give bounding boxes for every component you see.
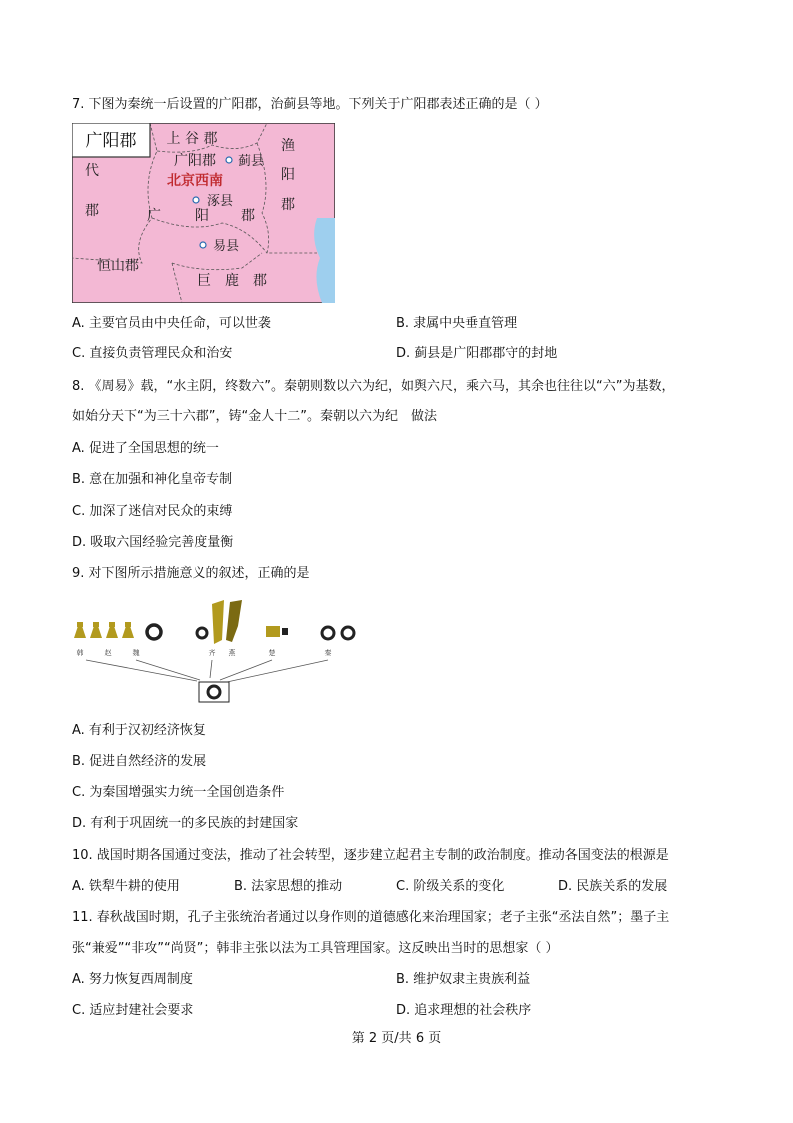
q7-option-b[interactable]: B. 隶属中央垂直管理 — [396, 316, 518, 331]
q7-option-d[interactable]: D. 蓟县是广阳郡郡守的封地 — [396, 346, 558, 361]
q10-option-a[interactable]: A. 铁犁牛耕的使用 — [72, 879, 180, 894]
coin-label-qi: 齐 — [208, 649, 216, 657]
coin-label-wei: 魏 — [132, 649, 140, 657]
yixian-marker — [200, 242, 206, 248]
round-coin-qin-2 — [342, 627, 354, 639]
q8-option-a[interactable]: A. 促进了全国思想的统一 — [72, 441, 219, 456]
label-hengshan: 恒山郡 — [97, 258, 139, 274]
label-zhuoxian: 涿县 — [206, 194, 234, 209]
q10-option-d[interactable]: D. 民族关系的发展 — [558, 879, 668, 894]
q11-stem-line1: 11. 春秋战国时期，孔子主张统治者通过以身作则的道德感化来治理国家；老子主张“丞法自然”；墨子主 — [72, 910, 670, 925]
q11-option-c[interactable]: C. 适应封建社会要求 — [72, 1003, 194, 1018]
label-jun-mid: 郡 — [241, 208, 255, 224]
coins-illustration — [72, 596, 362, 706]
q8-option-d[interactable]: D. 吸取六国经验完善度量衡 — [72, 535, 234, 550]
label-yang2: 阳 — [195, 208, 209, 224]
coin-label-zhao: 赵 — [104, 649, 112, 657]
q8-stem-line1: 8. 《周易》载，“水主阴，终数六”。秦朝则数以六为纪，如舆六尺，乘六马，其余也往往以“六”为基数， — [72, 379, 675, 394]
q9-option-a[interactable]: A. 有利于汉初经济恢复 — [72, 723, 206, 738]
q7-stem: 7. 下图为秦统一后设置的广阳郡，治蓟县等地。下列关于广阳郡表述正确的是（ ） — [72, 97, 548, 112]
guangyang-map — [72, 123, 335, 303]
q8-option-c[interactable]: C. 加深了迷信对民众的束缚 — [72, 504, 233, 519]
q9-stem: 9. 对下图所示措施意义的叙述，正确的是 — [72, 566, 310, 581]
label-jun-right: 郡 — [281, 197, 295, 213]
label-yang: 阳 — [281, 167, 295, 183]
q9-option-d[interactable]: D. 有利于巩固统一的多民族的封建国家 — [72, 816, 299, 831]
label-yixian: 易县 — [212, 239, 240, 254]
q9-option-c[interactable]: C. 为秦国增强实力统一全国创造条件 — [72, 785, 285, 800]
q11-option-a[interactable]: A. 努力恢复西周制度 — [72, 972, 193, 987]
label-jun-left: 郡 — [85, 203, 99, 219]
label-guang: 广 — [147, 208, 161, 224]
q7-option-a[interactable]: A. 主要官员由中央任命，可以世袭 — [72, 316, 271, 331]
ant-nose-coin — [266, 626, 280, 637]
q8-stem-line2: 如始分天下“为三十六郡”，铸“金人十二”。秦朝以六为纪 做法 — [72, 409, 437, 424]
label-guangyang-jun: 广阳郡 — [174, 153, 216, 169]
coin-label-qin: 秦 — [324, 649, 332, 657]
zhuoxian-marker — [193, 197, 199, 203]
q8-option-b[interactable]: B. 意在加强和神化皇帝专制 — [72, 472, 233, 487]
coin-label-han: 韩 — [76, 649, 84, 657]
q7-option-c[interactable]: C. 直接负责管理民众和治安 — [72, 346, 233, 361]
spade-coins — [74, 622, 134, 638]
q11-stem-line2: 张“兼爱”“非攻”“尚贤”；韩非主张以法为工具管理国家。这反映出当时的思想家（ ） — [72, 941, 559, 956]
label-yu: 渔 — [281, 138, 295, 154]
label-dai: 代 — [85, 163, 99, 179]
label-shanggu: 上 谷 郡 — [166, 131, 218, 147]
label-julu: 巨 鹿 郡 — [197, 273, 267, 289]
round-coin-qi — [197, 628, 207, 638]
round-coin-qin-1 — [322, 627, 334, 639]
label-jixian: 蓟县 — [237, 154, 265, 169]
page-footer: 第 2 页/共 6 页 — [351, 1031, 442, 1046]
map-box-label: 广阳郡 — [85, 131, 137, 151]
knife-coin-2 — [226, 600, 242, 642]
coin-label-chu: 楚 — [268, 649, 276, 657]
knife-coin-1 — [212, 600, 224, 644]
jixian-marker — [226, 157, 232, 163]
q11-option-d[interactable]: D. 追求理想的社会秩序 — [396, 1003, 532, 1018]
q11-option-b[interactable]: B. 维护奴隶主贵族利益 — [396, 972, 531, 987]
q10-option-c[interactable]: C. 阶级关系的变化 — [396, 879, 505, 894]
label-beijing: 北京西南 — [167, 173, 223, 189]
coin-label-yan: 燕 — [228, 649, 236, 657]
q9-option-b[interactable]: B. 促进自然经济的发展 — [72, 754, 207, 769]
q10-option-b[interactable]: B. 法家思想的推动 — [234, 879, 343, 894]
q10-stem: 10. 战国时期各国通过变法，推动了社会转型，逐步建立起君主专制的政治制度。推动各国变法的根源是 — [72, 848, 669, 863]
round-coin-wei — [147, 625, 161, 639]
